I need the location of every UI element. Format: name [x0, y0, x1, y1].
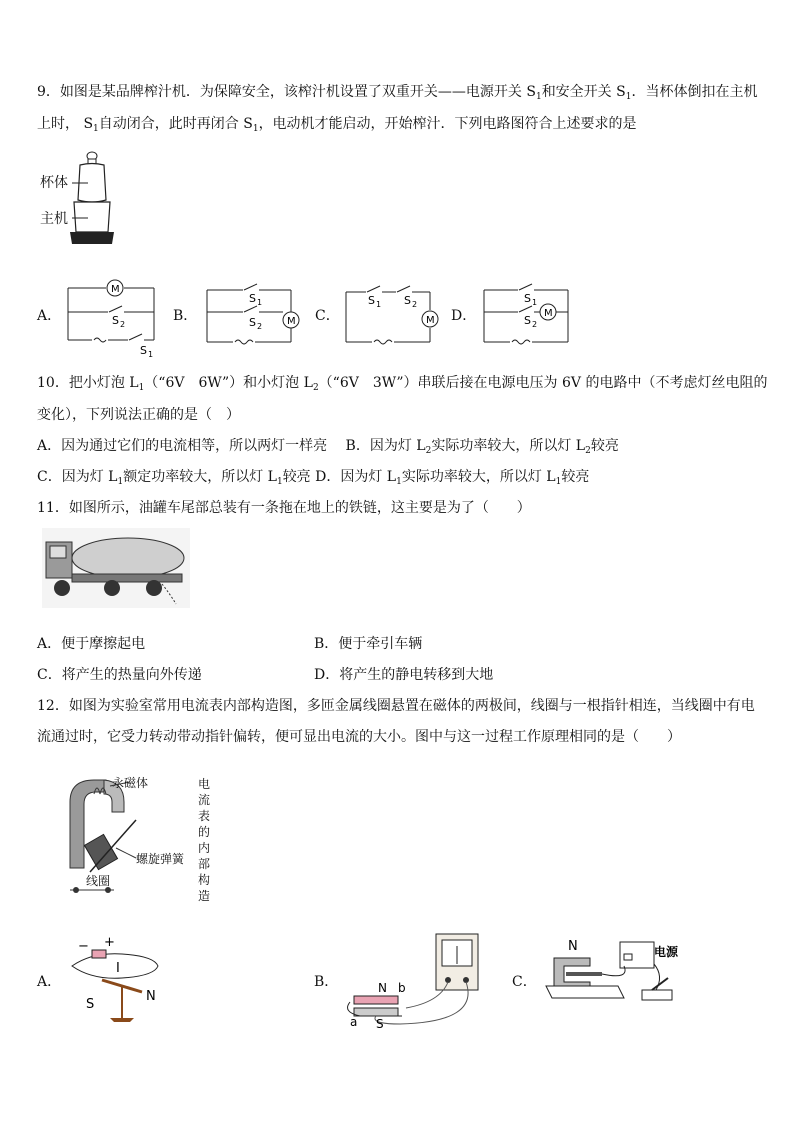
svg-text:1: 1: [148, 350, 154, 359]
tanker-truck-image: [42, 528, 192, 608]
q12-figure-b[interactable]: [340, 932, 490, 1031]
q9-option-c-label[interactable]: C．: [315, 308, 340, 324]
q9-circuit-d[interactable]: [482, 282, 582, 362]
svg-text:S: S: [524, 292, 531, 305]
svg-text:1: 1: [532, 298, 538, 307]
q10-stem-line2: 变化），下列说法正确的是（ ）: [37, 407, 240, 423]
svg-text:a: a: [350, 1015, 358, 1029]
svg-text:S: S: [368, 294, 375, 307]
juicer-figure: [40, 150, 150, 255]
q12-stem-line1: 12．如图为实验室常用电流表内部构造图，多匝金属线圈悬置在磁体的两极间，线圈与一根指针相连，当线圈中有电: [37, 698, 755, 714]
q11-option-b[interactable]: B．便于牵引车辆: [314, 636, 423, 652]
svg-text:M: M: [426, 315, 435, 326]
q9-option-b-label[interactable]: B．: [173, 308, 198, 324]
q11-stem: 11．如图所示，油罐车尾部总装有一条拖在地上的铁链，这主要是为了（ ）: [37, 500, 531, 516]
svg-text:S: S: [249, 316, 256, 329]
svg-text:2: 2: [257, 322, 263, 331]
ammeter-drawing: [60, 772, 200, 907]
q9-circuit-a[interactable]: [66, 278, 166, 358]
q10-stem-line1: 10．把小灯泡 $L_1(“6V$ 6W”）和小灯泡 $L_2(“6V$ 3W”）串联后接在电源电压为 6V 的电路中（不考虑灯丝电阻的: [37, 375, 768, 393]
q12-option-a-label[interactable]: A．: [37, 974, 62, 990]
ammeter-structure-figure: [60, 772, 220, 912]
svg-text:1: 1: [257, 298, 263, 307]
q11-option-d[interactable]: D．将产生的静电转移到大地: [314, 667, 494, 683]
svg-text:S: S: [524, 314, 531, 327]
svg-text:N: N: [568, 939, 578, 954]
svg-text:S: S: [249, 292, 256, 305]
q12-figure-a[interactable]: [62, 936, 172, 1026]
svg-text:N: N: [378, 981, 387, 995]
svg-text:S: S: [112, 314, 119, 327]
q9-circuit-c[interactable]: [344, 282, 444, 362]
svg-text:电源: 电源: [654, 945, 679, 959]
q11-option-c[interactable]: C．将产生的热量向外传递: [37, 667, 202, 683]
svg-text:2: 2: [532, 320, 538, 329]
svg-text:N: N: [146, 989, 156, 1004]
svg-text:S: S: [86, 997, 95, 1012]
q9-circuit-b[interactable]: [205, 282, 305, 362]
q9-option-a-label[interactable]: A．: [37, 308, 62, 324]
q12-figure-c[interactable]: [540, 936, 690, 1016]
svg-text:+: +: [104, 935, 115, 950]
svg-text:2: 2: [120, 320, 126, 329]
svg-text:I: I: [116, 961, 120, 976]
q11-option-a[interactable]: A．便于摩擦起电: [37, 636, 146, 652]
q12-stem-line2: 流通过时，它受力转动带动指针偏转，便可显出电流的大小。图中与这一过程工作原理相同的是（ ）: [37, 729, 681, 745]
svg-text:S: S: [404, 294, 411, 307]
cup-label: 杯体: [40, 175, 68, 191]
q12-option-b-label[interactable]: B．: [314, 974, 339, 990]
juicer-drawing: [40, 150, 150, 255]
svg-text:S: S: [376, 1017, 384, 1031]
motor-label: M: [111, 284, 120, 295]
magnet-label: 永磁体: [112, 776, 149, 790]
svg-text:2: 2: [412, 300, 418, 309]
q9-stem-line2: 上时， $S_1$自动闭合，此时再闭合 $S_1$，电动机才能启动，开始榨汁．下列电路图符合上述要求的是: [37, 116, 637, 134]
q10-options-cd[interactable]: C．因为灯 $L_1$额定功率较大，所以灯 $L_1$较亮 D．因为灯 $L_1$实际功率较大，所以灯 $L_1$较亮: [37, 469, 590, 487]
svg-text:b: b: [398, 981, 406, 995]
svg-text:1: 1: [376, 300, 382, 309]
svg-text:S: S: [140, 344, 147, 357]
base-label: 主机: [40, 211, 68, 227]
q9-stem-line1: 9．如图是某品牌榨汁机．为保障安全，该榨汁机设置了双重开关——电源开关 $S_1$和安全开关 $S_1$．当杯体倒扣在主机: [37, 84, 758, 102]
spring-label: 螺旋弹簧: [136, 852, 185, 866]
ammeter-caption: 电 流 表 的 内 部 构 造: [198, 777, 211, 903]
coil-label: 线圈: [86, 874, 111, 888]
svg-text:M: M: [287, 316, 296, 327]
svg-text:M: M: [544, 308, 553, 319]
q12-option-c-label[interactable]: C．: [512, 974, 537, 990]
q10-options-ab[interactable]: A．因为通过它们的电流相等，所以两灯一样亮 B．因为灯 $L_2$实际功率较大，所以灯 $L_2$较亮: [37, 438, 619, 456]
svg-text:−: −: [78, 939, 89, 954]
q9-option-d-label[interactable]: D．: [451, 308, 477, 324]
